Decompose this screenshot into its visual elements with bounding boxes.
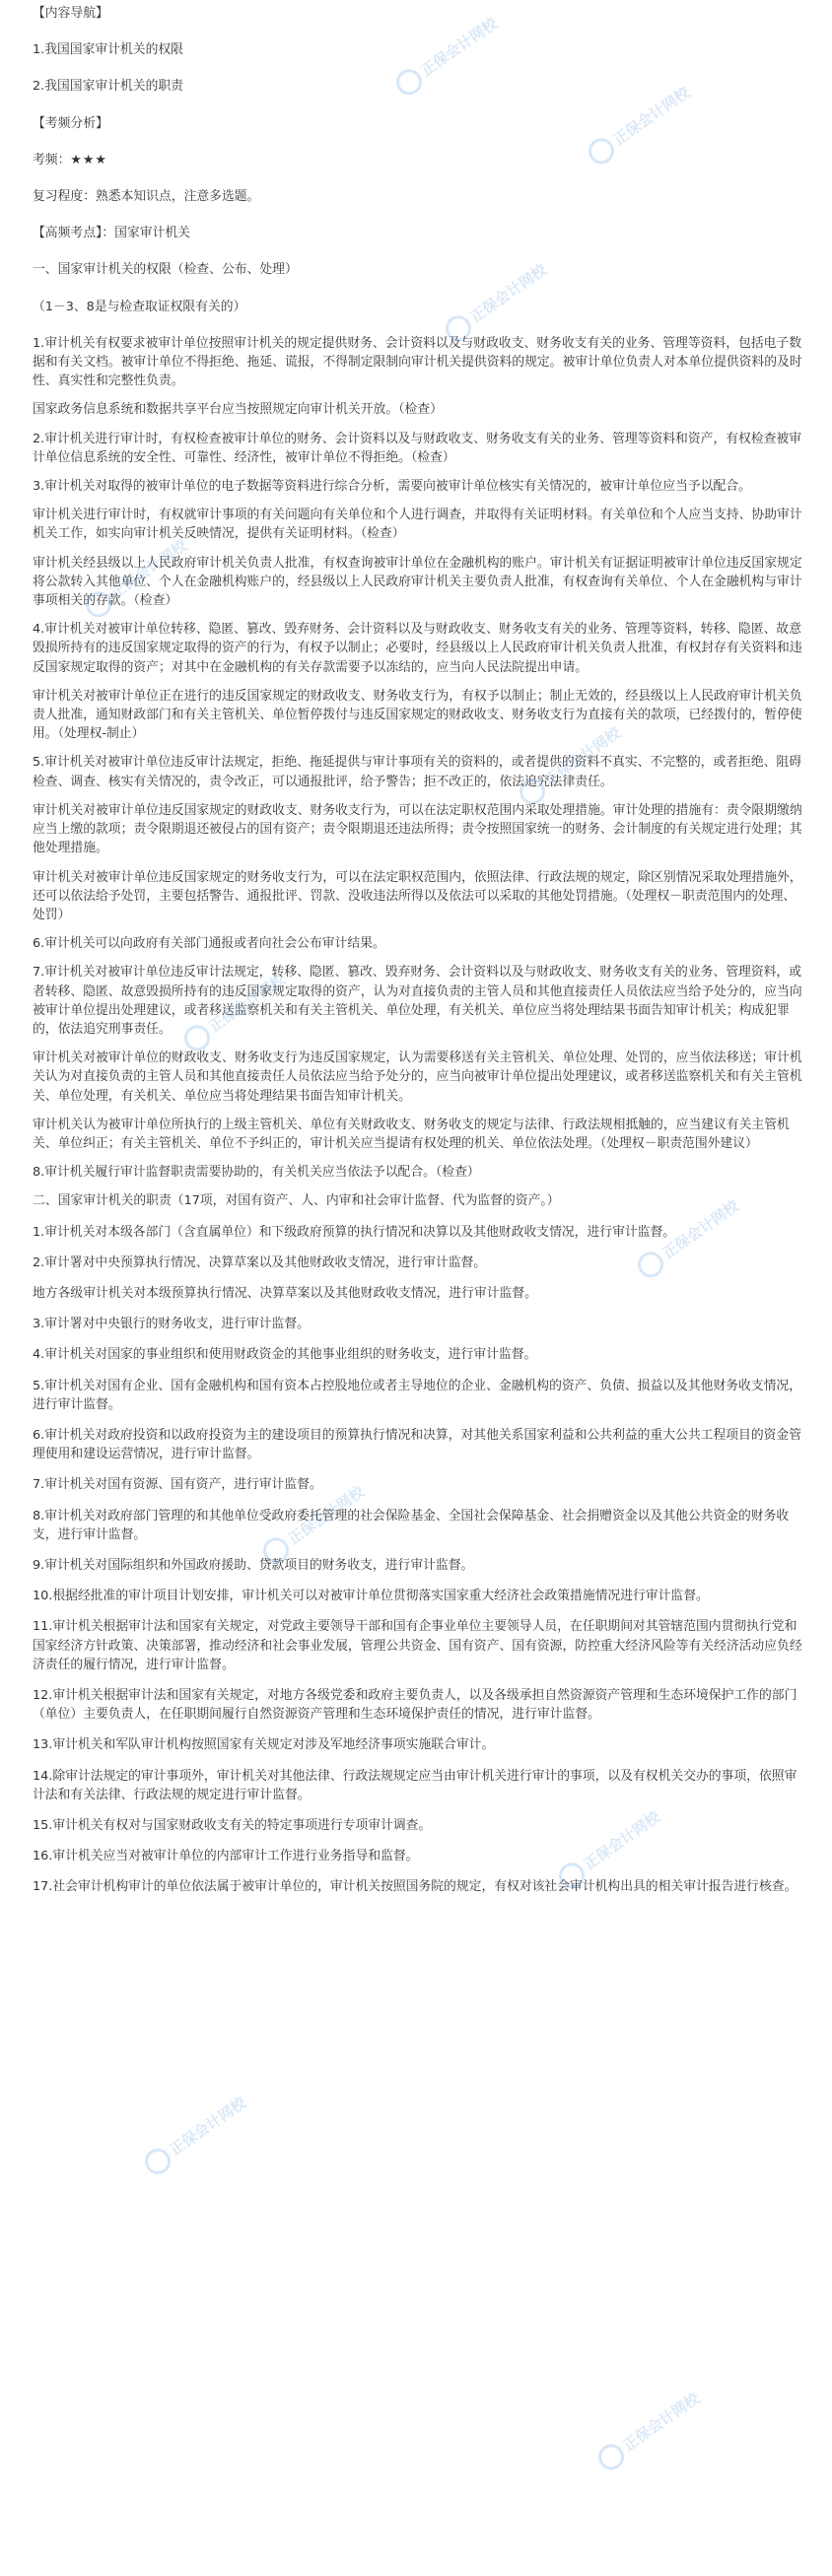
duty-5: 5.审计机关对国有企业、国有金融机构和国有资本占控股地位或者主导地位的企业、金融机构的资产、负债、损益以及其他财务收支情况，进行审计监督。 [33, 1378, 802, 1412]
section1-title: 一、国家审计机关的权限（检查、公布、处理） [33, 262, 298, 278]
article-body [33, 4, 803, 1897]
watermark-text: 正保会计网校 [466, 260, 550, 326]
power-3: 3.审计机关对取得的被审计单位的电子数据等资料进行综合分析，需要向被审计单位核实有关情况的，被审计单位应当予以配合。 [33, 479, 751, 495]
duty-6: 6.审计机关对政府投资和以政府投资为主的建设项目的预算执行情况和决算，对其他关系国家利益和公共利益的重大公共工程项目的资金管理使用和建设运营情况，进行审计监督。 [33, 1427, 802, 1462]
watermark-text: 正保会计网校 [619, 2389, 703, 2455]
watermark-circle-icon [140, 2143, 175, 2179]
nav-header: 【内容导航】 [33, 6, 108, 21]
duty-16: 16.审计机关应当对被审计单位的内部审计工作进行业务指导和监督。 [33, 1849, 419, 1864]
nav-item-2: 2.我国国家审计机关的职责 [33, 79, 183, 95]
watermark-circle-icon [593, 2439, 629, 2474]
power-4b: 审计机关对被审计单位正在进行的违反国家规定的财政收支、财务收支行为，有权予以制止；制止无效的，经县级以上人民政府审计机关负责人批准，通知财政部门和有关主管机关、单位暂停拨付与违反国家规定的财政收支、财务收支行为直接有关的款项，已经拨付的，暂停使用。（处理权-制止） [33, 688, 802, 742]
power-7c: 审计机关认为被审计单位所执行的上级主管机关、单位有关财政收支、财务收支的规定与法律、行政法规相抵触的，应当建议有关主管机关、单位纠正；有关主管机关、单位不予纠正的，审计机关应当提请有权处理的机关、单位依法处理。（处理权－职责范围外建议） [33, 1117, 790, 1151]
duty-2b: 地方各级审计机关对本级预算执行情况、决算草案以及其他财政收支情况，进行审计监督。 [33, 1285, 537, 1301]
watermark-text: 正保会计网校 [166, 2093, 249, 2159]
duty-4: 4.审计机关对国家的事业组织和使用财政资金的其他事业组织的财务收支，进行审计监督。 [33, 1347, 537, 1363]
focus-header: 【高频考点】：国家审计机关 [33, 226, 190, 241]
section2-title: 二、国家审计机关的职责（17项，对国有资产、人、内审和社会审计监督、代为监督的资产。） [33, 1193, 560, 1209]
duty-17: 17.社会审计机构审计的单位依法属于被审计单位的，审计机关按照国务院的规定，有权对该社会审计机构出具的相关审计报告进行核查。 [33, 1879, 797, 1895]
duty-15: 15.审计机关有权对与国家财政收支有关的特定事项进行专项审计调查。 [33, 1818, 432, 1834]
analysis-header: 【考频分析】 [33, 115, 108, 131]
duty-8: 8.审计机关对政府部门管理的和其他单位受政府委托管理的社会保险基金、全国社会保障基金、社会捐赠资金以及其他公共资金的财务收支，进行审计监督。 [33, 1508, 790, 1542]
power-8: 8.审计机关履行审计监督职责需要协助的，有关机关应当依法予以配合。（检查） [33, 1165, 480, 1181]
duty-13: 13.审计机关和军队审计机构按照国家有关规定对涉及军地经济事项实施联合审计。 [33, 1737, 495, 1753]
duty-10: 10.根据经批准的审计项目计划安排，审计机关可以对被审计单位贯彻落实国家重大经济社会政策措施情况进行审计监督。 [33, 1589, 709, 1604]
duty-14: 14.除审计法规定的审计事项外，审计机关对其他法律、行政法规规定应当由审计机关进行审计的事项，以及有权机关交办的事项，依照审计法和有关法律、行政法规的规定进行审计监督。 [33, 1768, 797, 1802]
power-3b: 审计机关进行审计时，有权就审计事项的有关问题向有关单位和个人进行调查，并取得有关证明材料。有关单位和个人应当支持、协助审计机关工作，如实向审计机关反映情况，提供有关证明材料。（检查） [33, 508, 802, 542]
watermark-logo [589, 2387, 701, 2481]
power-6: 6.审计机关可以向政府有关部门通报或者向社会公布审计结果。 [33, 936, 385, 952]
duty-7: 7.审计机关对国有资源、国有资产，进行审计监督。 [33, 1477, 322, 1493]
duty-1: 1.审计机关对本级各部门（含直属单位）和下级政府预算的执行情况和决算以及其他财政收支情况，进行审计监督。 [33, 1224, 676, 1240]
watermark-text: 正保会计网校 [284, 1482, 368, 1548]
watermark-text: 正保会计网校 [540, 723, 624, 789]
duty-12: 12.审计机关根据审计法和国家有关规定，对地方各级党委和政府主要负责人，以及各级承担自然资源资产管理和生态环境保护工作的部门（单位）主要负责人，在任职期间履行自然资源资产管理和生态环境保护责任的情况，进行审计监督。 [33, 1688, 797, 1723]
duty-9: 9.审计机关对国际组织和外国政府援助、贷款项目的财务收支，进行审计监督。 [33, 1557, 474, 1573]
watermark-text: 正保会计网校 [417, 14, 501, 80]
watermark-text: 正保会计网校 [106, 536, 190, 602]
power-5: 5.审计机关对被审计单位违反审计法规定，拒绝、拖延提供与审计事项有关的资料的，或者提供的资料不真实、不完整的，或者拒绝、阻碍检查、调查、核实有关情况的，责令改正，可以通报批评，给予警告；拒不改正的，依法追究法律责任。 [33, 755, 802, 789]
power-5b: 审计机关对被审计单位违反国家规定的财政收支、财务收支行为，可以在法定职权范围内采取处理措施。审计处理的措施有：责令限期缴纳应当上缴的款项；责令限期退还被侵占的国有资产；责令限期退还违法所得；责令按照国家统一的财务、会计制度的有关规定进行处理；其他处理措施。 [33, 802, 802, 856]
power-1: 1.审计机关有权要求被审计单位按照审计机关的规定提供财务、会计资料以及与财政收支、财务收支有关的业务、管理等资料，包括电子数据和有关文档。被审计单位不得拒绝、拖延、谎报，不得制定限制向审计机关提供资料的规定。被审计单位负责人对本单位提供资料的及时性、真实性和完整性负责。 [33, 335, 802, 389]
freq-stars: ★★★ [70, 152, 107, 168]
freq-label: 考频： [33, 152, 71, 168]
power-7b: 审计机关对被审计单位的财政收支、财务收支行为违反国家规定，认为需要移送有关主管机关、单位处理、处罚的，应当依法移送；审计机关认为对直接负责的主管人员和其他直接责任人员依法应当给予处分的，应当向被审计单位提出处理建议，或者移送监察机关和有关主管机关、单位处理，有关机关、单位应当将处理结果书面告知审计机关。 [33, 1051, 802, 1104]
duty-11: 11.审计机关根据审计法和国家有关规定，对党政主要领导干部和国有企事业单位主要领导人员，在任职期间对其管辖范围内贯彻执行党和国家经济方针政策、决策部署，推动经济和社会事业发展，管理公共资金、国有资产、国有资源，防控重大经济风险等有关经济活动应负经济责任的履行情况，进行审计监督。 [33, 1619, 802, 1672]
watermark-text: 正保会计网校 [205, 970, 289, 1036]
power-3c: 审计机关经县级以上人民政府审计机关负责人批准，有权查询被审计单位在金融机构的账户。审计机关有证据证明被审计单位违反国家规定将公款转入其他单位、个人在金融机构账户的，经县级以上人民政府审计机关主要负责人批准，有权查询有关单位、个人在金融机构与审计事项相关的存款。（检查） [33, 555, 802, 609]
nav-item-1: 1.我国国家审计机关的权限 [33, 42, 183, 58]
power-2: 2.审计机关进行审计时，有权检查被审计单位的财务、会计资料以及与财政收支、财务收支有关的业务、管理等资料和资产，有权检查被审计单位信息系统的安全性、可靠性、经济性，被审计单位不得拒绝。（检查） [33, 431, 802, 465]
power-5c: 审计机关对被审计单位违反国家规定的财务收支行为，可以在法定职权范围内，依照法律、行政法规的规定，除区别情况采取处理措施外，还可以依法给予处罚，主要包括警告、通报批评、罚款、没收违法所得以及依法可以采取的其他处罚措施。（处理权－职责范围内的处理、处罚） [33, 869, 802, 922]
power-7: 7.审计机关对被审计单位违反审计法规定，转移、隐匿、篡改、毁弃财务、会计资料以及与财政收支、财务收支有关的业务、管理资料，或者转移、隐匿、故意毁损所持有的违反国家规定取得的资产，认为对直接负责的主管人员和其他直接责任人员依法应当给予处分的，应当向被审计单位提出处理建议，或者移送监察机关和有关主管机关、单位处理，有关机关、单位应当将处理结果书面告知审计机关；构成犯罪的，依法追究刑事责任。 [33, 965, 802, 1037]
review-text: 复习程度：熟悉本知识点，注意多选题。 [33, 189, 260, 205]
power-4: 4.审计机关对被审计单位转移、隐匿、篡改、毁弃财务、会计资料以及与财政收支、财务收支有关的业务、管理等资料，转移、隐匿、故意毁损所持有的违反国家规定取得的资产的行为，有权予以制止；必要时，经县级以上人民政府审计机关负责人批准，有权封存有关资料和违反国家规定取得的资产；对其中在金融机构的有关存款需要予以冻结的，应当向人民法院提出申请。 [33, 622, 802, 675]
watermark-logo [136, 2091, 247, 2186]
watermark-text: 正保会计网校 [609, 83, 693, 149]
duty-3: 3.审计署对中央银行的财务收支，进行审计监督。 [33, 1317, 310, 1332]
watermark-text: 正保会计网校 [580, 1807, 663, 1873]
power-1b: 国家政务信息系统和数据共享平台应当按照规定向审计机关开放。（检查） [33, 402, 443, 418]
freq-line [33, 151, 803, 169]
section1-note: （1－3、8是与检查取证权限有关的） [33, 299, 246, 314]
watermark-text: 正保会计网校 [659, 1196, 742, 1262]
duty-2: 2.审计署对中央预算执行情况、决算草案以及其他财政收支情况，进行审计监督。 [33, 1254, 487, 1270]
